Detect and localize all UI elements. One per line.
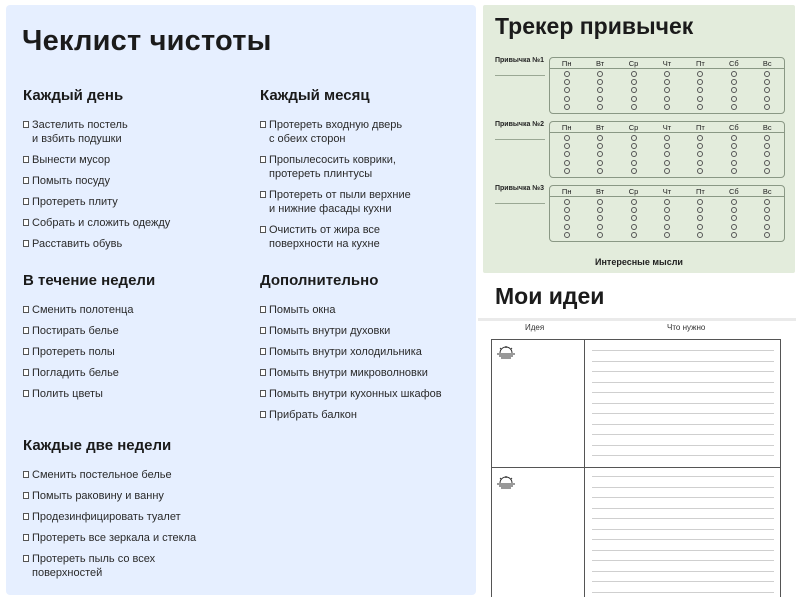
section-heading: Каждый месяц xyxy=(260,87,370,104)
habit-checkbox[interactable] xyxy=(764,207,770,213)
weekday-label: Ср xyxy=(628,123,639,132)
habit-checkbox[interactable] xyxy=(697,151,703,157)
weekday-label: Пн xyxy=(561,123,572,132)
habit-checkbox[interactable] xyxy=(764,135,770,141)
habit-tracker-panel xyxy=(483,5,795,273)
habit-checkbox[interactable] xyxy=(631,168,637,174)
section-heading: Дополнительно xyxy=(260,272,379,289)
checklist-item[interactable]: Протереть полы xyxy=(23,345,155,359)
habit-checkbox[interactable] xyxy=(597,71,603,77)
writing-line[interactable] xyxy=(592,560,774,561)
ideas-divider xyxy=(478,318,796,321)
section-heading: Каждый день xyxy=(23,87,124,104)
section-weekly xyxy=(23,272,155,408)
habit-checkbox[interactable] xyxy=(631,199,637,205)
ideas-table xyxy=(491,339,781,597)
weekday-label: Чт xyxy=(662,59,672,68)
habit-checkbox[interactable] xyxy=(664,79,670,85)
habit-checkbox[interactable] xyxy=(731,224,737,230)
writing-line[interactable] xyxy=(592,581,774,582)
habit-checkbox[interactable] xyxy=(597,104,603,110)
writing-line[interactable] xyxy=(592,592,774,593)
checklist-item[interactable]: Помыть окна xyxy=(260,303,442,317)
habit-checkbox[interactable] xyxy=(564,96,570,102)
section-monthly xyxy=(260,87,411,258)
habit-checkbox[interactable] xyxy=(731,207,737,213)
checklist-item[interactable]: Собрать и сложить одежду xyxy=(23,216,170,230)
checklist-item[interactable]: Прибрать балкон xyxy=(260,408,442,422)
habit-checkbox[interactable] xyxy=(631,160,637,166)
habit-checkbox[interactable] xyxy=(731,199,737,205)
habit-checkbox[interactable] xyxy=(597,224,603,230)
weekday-label: Чт xyxy=(662,123,672,132)
habit-checkbox[interactable] xyxy=(597,160,603,166)
habit-checkbox[interactable] xyxy=(664,160,670,166)
weekday-label: Ср xyxy=(628,59,639,68)
habit-grid xyxy=(549,121,785,178)
habit-checkbox[interactable] xyxy=(731,79,737,85)
habit-checkbox[interactable] xyxy=(631,232,637,238)
habit-checkbox[interactable] xyxy=(564,104,570,110)
habit-checkbox[interactable] xyxy=(564,71,570,77)
habit-checkbox[interactable] xyxy=(697,87,703,93)
writing-line[interactable] xyxy=(592,529,774,530)
habit-checkbox[interactable] xyxy=(697,160,703,166)
writing-line[interactable] xyxy=(592,403,774,404)
checklist-item[interactable]: Вынести мусор xyxy=(23,153,170,167)
checklist-item[interactable]: Расставить обувь xyxy=(23,237,170,251)
weekday-label: Сб xyxy=(728,187,739,196)
habit-checkbox[interactable] xyxy=(631,87,637,93)
habit-checkbox[interactable] xyxy=(664,96,670,102)
tracker-footer: Интересные мысли xyxy=(595,257,683,267)
checklist-item[interactable]: Очистить от жира все поверхности на кухне xyxy=(260,223,411,251)
habit-checkbox[interactable] xyxy=(697,71,703,77)
checklist-item[interactable]: Протереть от пыли верхние и нижние фасады кухни xyxy=(260,188,411,216)
habit-checkbox[interactable] xyxy=(664,104,670,110)
habit-checkbox[interactable] xyxy=(731,143,737,149)
habit-label: Привычка №3 xyxy=(495,185,544,192)
habit-checkbox[interactable] xyxy=(731,96,737,102)
habit-checkbox[interactable] xyxy=(564,160,570,166)
habit-checkbox[interactable] xyxy=(564,79,570,85)
checklist-item[interactable]: Помыть внутри холодильника xyxy=(260,345,442,359)
weekday-row xyxy=(550,122,784,133)
writing-line[interactable] xyxy=(592,445,774,446)
habit-checkbox[interactable] xyxy=(631,135,637,141)
habit-checkbox[interactable] xyxy=(564,135,570,141)
writing-line[interactable] xyxy=(592,413,774,414)
habit-checkbox[interactable] xyxy=(731,71,737,77)
checklist-item[interactable]: Помыть внутри микроволновки xyxy=(260,366,442,380)
habit-checkbox[interactable] xyxy=(764,71,770,77)
weekday-label: Сб xyxy=(728,123,739,132)
weekday-label: Пт xyxy=(695,187,705,196)
habit-checkbox[interactable] xyxy=(597,199,603,205)
checklist-item[interactable]: Помыть внутри кухонных шкафов xyxy=(260,387,442,401)
habit-checkbox[interactable] xyxy=(764,79,770,85)
habit-checkbox[interactable] xyxy=(731,232,737,238)
writing-line[interactable] xyxy=(592,371,774,372)
habit-checkbox[interactable] xyxy=(764,168,770,174)
habit-checkbox[interactable] xyxy=(664,215,670,221)
writing-line[interactable] xyxy=(592,518,774,519)
habit-checkbox[interactable] xyxy=(597,168,603,174)
writing-line[interactable] xyxy=(592,392,774,393)
tracker-title: Трекер привычек xyxy=(495,13,694,39)
writing-line[interactable] xyxy=(592,434,774,435)
row-divider xyxy=(492,467,780,468)
cleaning-checklist-panel xyxy=(6,5,476,595)
section-heading: В течение недели xyxy=(23,272,156,289)
habit-checkbox[interactable] xyxy=(764,96,770,102)
habit-checkbox[interactable] xyxy=(564,143,570,149)
weekday-label: Вт xyxy=(596,59,605,68)
habit-checkbox[interactable] xyxy=(764,151,770,157)
sunrise-icon xyxy=(497,476,515,490)
habit-checkbox[interactable] xyxy=(631,151,637,157)
writing-line[interactable] xyxy=(592,382,774,383)
weekday-label: Сб xyxy=(728,59,739,68)
habit-checkbox[interactable] xyxy=(664,143,670,149)
habit-label: Привычка №1 xyxy=(495,57,544,64)
checklist-item[interactable]: Застелить постель и взбить подушки xyxy=(23,118,170,146)
habit-checkbox[interactable] xyxy=(664,224,670,230)
habit-checkbox[interactable] xyxy=(597,87,603,93)
habit-grid xyxy=(549,185,785,242)
habit-checkbox[interactable] xyxy=(731,168,737,174)
habit-checkbox[interactable] xyxy=(564,215,570,221)
habit-checkbox[interactable] xyxy=(631,79,637,85)
habit-checkbox[interactable] xyxy=(631,104,637,110)
writing-line[interactable] xyxy=(592,455,774,456)
checklist-item[interactable]: Протереть пыль со всех поверхностей xyxy=(23,552,196,580)
habit-checkbox[interactable] xyxy=(597,143,603,149)
habit-underline xyxy=(495,75,545,76)
checklist-item[interactable]: Полить цветы xyxy=(23,387,155,401)
habit-checkbox[interactable] xyxy=(597,232,603,238)
habit-checkbox[interactable] xyxy=(697,168,703,174)
habit-checkbox[interactable] xyxy=(697,79,703,85)
habit-checkbox[interactable] xyxy=(631,71,637,77)
habit-checkbox[interactable] xyxy=(664,207,670,213)
column-header-needed: Что нужно xyxy=(667,323,706,332)
writing-line[interactable] xyxy=(592,539,774,540)
habit-checkbox[interactable] xyxy=(697,224,703,230)
habit-checkbox[interactable] xyxy=(631,207,637,213)
column-header-idea: Идея xyxy=(525,323,545,332)
habit-checkbox[interactable] xyxy=(664,168,670,174)
habit-underline xyxy=(495,203,545,204)
habit-checkbox[interactable] xyxy=(664,135,670,141)
habit-checkbox[interactable] xyxy=(697,96,703,102)
habit-checkbox[interactable] xyxy=(631,215,637,221)
habit-checkbox[interactable] xyxy=(764,224,770,230)
checklist-item[interactable]: Протереть все зеркала и стекла xyxy=(23,531,196,545)
habit-checkbox[interactable] xyxy=(564,87,570,93)
weekday-row xyxy=(550,186,784,197)
column-divider xyxy=(584,340,585,597)
weekday-label: Пт xyxy=(695,123,705,132)
habit-checkbox[interactable] xyxy=(597,135,603,141)
checklist-item[interactable]: Пропылесосить коврики, протереть плинтусы xyxy=(260,153,411,181)
habit-checkbox[interactable] xyxy=(764,160,770,166)
habit-checkbox[interactable] xyxy=(597,79,603,85)
writing-line[interactable] xyxy=(592,424,774,425)
habit-checkbox[interactable] xyxy=(564,224,570,230)
habit-checkbox[interactable] xyxy=(631,96,637,102)
section-extra xyxy=(260,272,442,429)
writing-line[interactable] xyxy=(592,550,774,551)
checklist-item[interactable]: Протереть плиту xyxy=(23,195,170,209)
writing-line[interactable] xyxy=(592,476,774,477)
habit-checkbox[interactable] xyxy=(697,199,703,205)
writing-line[interactable] xyxy=(592,350,774,351)
sunrise-icon xyxy=(497,346,515,360)
habit-checkbox[interactable] xyxy=(697,104,703,110)
writing-line[interactable] xyxy=(592,361,774,362)
habit-checkbox[interactable] xyxy=(564,168,570,174)
habit-checkbox[interactable] xyxy=(764,143,770,149)
habit-checkbox[interactable] xyxy=(664,87,670,93)
checklist-item[interactable]: Постирать белье xyxy=(23,324,155,338)
checklist-item[interactable]: Помыть посуду xyxy=(23,174,170,188)
habit-checkbox[interactable] xyxy=(664,151,670,157)
habit-checkbox[interactable] xyxy=(731,135,737,141)
checklist-title: Чеклист чистоты xyxy=(22,25,272,57)
habit-checkbox[interactable] xyxy=(731,104,737,110)
weekday-row xyxy=(550,58,784,69)
habit-checkbox[interactable] xyxy=(697,215,703,221)
habit-checkbox[interactable] xyxy=(697,207,703,213)
checklist-item[interactable]: Помыть внутри духовки xyxy=(260,324,442,338)
weekday-label: Вс xyxy=(762,59,772,68)
habit-checkbox[interactable] xyxy=(731,160,737,166)
habit-checkbox[interactable] xyxy=(597,207,603,213)
habit-checkbox[interactable] xyxy=(564,232,570,238)
weekday-label: Вс xyxy=(762,187,772,196)
habit-checkbox[interactable] xyxy=(764,215,770,221)
writing-line[interactable] xyxy=(592,571,774,572)
habit-checkbox[interactable] xyxy=(764,232,770,238)
weekday-label: Ср xyxy=(628,187,639,196)
weekday-label: Вс xyxy=(762,123,772,132)
ideas-title: Мои идеи xyxy=(495,283,605,309)
checklist-item[interactable]: Сменить постельное белье xyxy=(23,468,196,482)
checklist-item[interactable]: Протереть входную дверь с обеих сторон xyxy=(260,118,411,146)
section-heading: Каждые две недели xyxy=(23,437,172,454)
habit-grid xyxy=(549,57,785,114)
habit-checkbox[interactable] xyxy=(764,87,770,93)
checklist-item[interactable]: Продезинфицировать туалет xyxy=(23,510,196,524)
habit-checkbox[interactable] xyxy=(697,232,703,238)
weekday-label: Пн xyxy=(561,187,572,196)
habit-checkbox[interactable] xyxy=(564,199,570,205)
checklist-item[interactable]: Помыть раковину и ванну xyxy=(23,489,196,503)
weekday-label: Пт xyxy=(695,59,705,68)
weekday-label: Вт xyxy=(596,123,605,132)
checklist-item[interactable]: Погладить белье xyxy=(23,366,155,380)
ideas-panel xyxy=(483,277,795,595)
habit-checkbox[interactable] xyxy=(631,143,637,149)
writing-line[interactable] xyxy=(592,508,774,509)
weekday-label: Чт xyxy=(662,187,672,196)
habit-checkbox[interactable] xyxy=(764,104,770,110)
habit-checkbox[interactable] xyxy=(731,215,737,221)
habit-underline xyxy=(495,139,545,140)
habit-checkbox[interactable] xyxy=(664,71,670,77)
habit-checkbox[interactable] xyxy=(597,215,603,221)
habit-checkbox[interactable] xyxy=(764,199,770,205)
habit-checkbox[interactable] xyxy=(597,96,603,102)
weekday-label: Пн xyxy=(561,59,572,68)
habit-checkbox[interactable] xyxy=(731,151,737,157)
habit-checkbox[interactable] xyxy=(564,207,570,213)
habit-label: Привычка №2 xyxy=(495,121,544,128)
section-daily xyxy=(23,87,170,258)
writing-line[interactable] xyxy=(592,497,774,498)
habit-checkbox[interactable] xyxy=(664,232,670,238)
habit-checkbox[interactable] xyxy=(731,87,737,93)
habit-checkbox[interactable] xyxy=(564,151,570,157)
section-biweekly xyxy=(23,437,196,587)
habit-checkbox[interactable] xyxy=(697,135,703,141)
weekday-label: Вт xyxy=(596,187,605,196)
habit-checkbox[interactable] xyxy=(597,151,603,157)
habit-checkbox[interactable] xyxy=(631,224,637,230)
habit-checkbox[interactable] xyxy=(664,199,670,205)
writing-line[interactable] xyxy=(592,487,774,488)
checklist-item[interactable]: Сменить полотенца xyxy=(23,303,155,317)
habit-checkbox[interactable] xyxy=(697,143,703,149)
